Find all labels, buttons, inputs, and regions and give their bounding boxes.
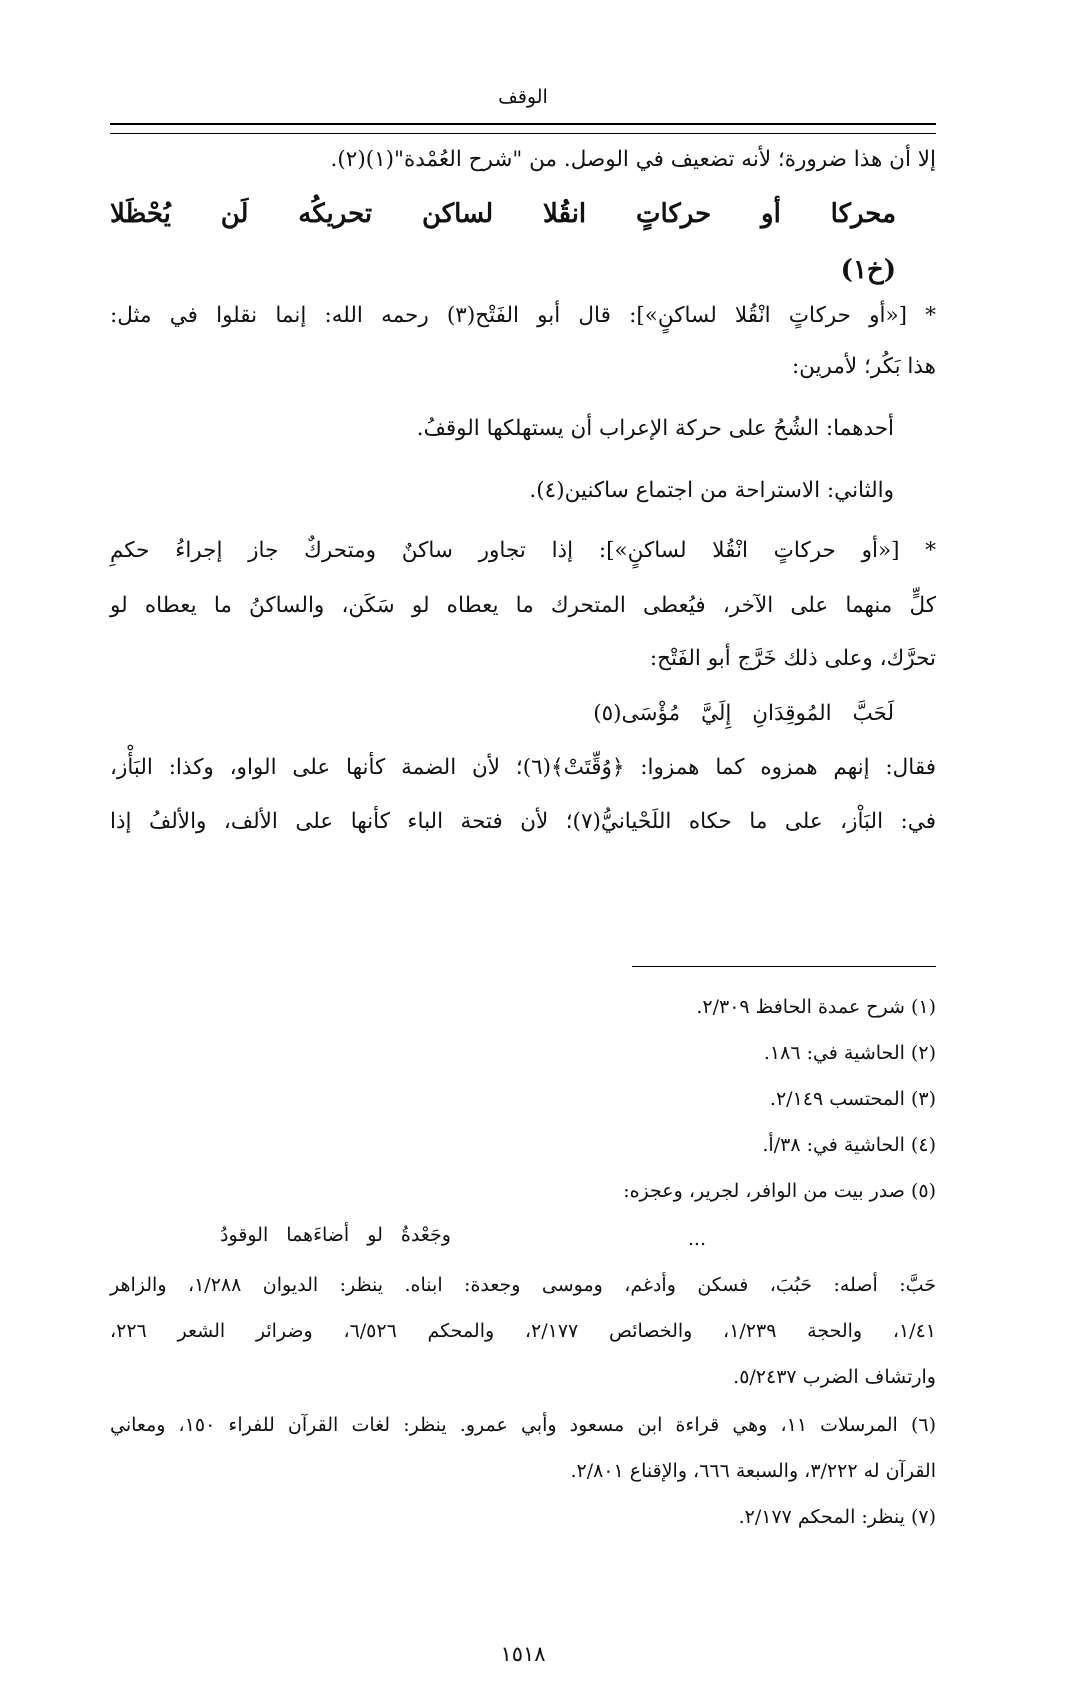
header-rule-thin [110,133,936,134]
footnote: ١/٤١، والحجة ١/٢٣٩، والخصائص ٢/١٧٧، والمحكم ٦/٥٢٦، وضرائر الشعر ٢٢٦، [110,1320,936,1342]
body-line: أحدهما: الشُحُ على حركة الإعراب أن يستهلكها الوقفُ. [416,416,894,441]
poem-line: لَحَبَّ المُوقِدَانِ إِلَيَّ مُؤْسَى(٥) [593,701,894,726]
body-line: في: البَاْز، على ما حكاه اللَحْيانيُّ(٧)؛ لأن فتحة الباء كأنها على الألف، والألفُ إذا [110,809,936,834]
body-line: * [«أو حركاتٍ انْقُلا لساكنٍ»]: إذا تجاور ساكنٌ ومتحركٌ جاز إجراءُ حكمِ [110,538,936,563]
verse-tag: (خ١) [840,255,896,285]
header-rule [110,123,936,125]
verse-line: محركا أو حركاتٍ انقُلا لساكن تحريكُه لَن يُحْظَلا [110,199,896,229]
footnote-rule [632,966,936,967]
footnote: (٤) الحاشية في: ٣٨/أ. [762,1134,936,1156]
footnote: (٣) المحتسب ٢/١٤٩. [769,1088,936,1110]
page [110,0,936,1698]
footnote-verse: وجَعْدةُ لو أضاءَهما الوقودُ [220,1224,451,1246]
body-line: هذا بَكُر؛ لأمرين: [791,354,936,379]
body-line: إلا أن هذا ضرورة؛ لأنه تضعيف في الوصل. من "شرح العُمْدة"(١)(٢). [330,147,936,172]
footnote-verse-dots: ... [687,1228,706,1250]
body-line: والثاني: الاستراحة من اجتماع ساكنين(٤). [529,478,894,503]
body-line: فقال: إنهم همزوه كما همزوا: ﴿وُقِّتَتْ﴾(٦)؛ لأن الضمة كأنها على الواو، وكذا: البَأْز، [110,755,936,780]
footnote: وارتشاف الضرب ٥/٢٤٣٧. [733,1366,936,1388]
footnote: (٦) المرسلات ١١، وهي قراءة ابن مسعود وأبي عمرو. ينظر: لغات القرآن للفراء ١٥٠، ومعاني [110,1414,936,1436]
running-title: الوقف [498,86,548,108]
body-line: كلٍّ منهما على الآخر، فيُعطى المتحرك ما يعطاه لو سَكَن، والساكنُ ما يعطاه لو [110,593,936,618]
page-number: ١٥١٨ [500,1642,546,1666]
footnote: حَبَّ: أصله: حَبُبَ، فسكن وأدغم، وموسى وجعدة: ابناه. ينظر: الديوان ١/٢٨٨، والزاهر [110,1274,936,1296]
footnote: القرآن له ٣/٢٢٢، والسبعة ٦٦٦، والإقناع ٢/٨٠١. [570,1460,936,1482]
footnote: (٥) صدر بيت من الوافر، لجرير، وعجزه: [623,1180,936,1202]
body-line: تحرَّك، وعلى ذلك خَرَّج أبو الفَتْح: [649,646,936,671]
footnote: (١) شرح عمدة الحافظ ٢/٣٠٩. [696,996,936,1018]
footnote: (٧) ينظر: المحكم ٢/١٧٧. [738,1506,936,1528]
body-line: * [«أو حركاتٍ انْقُلا لساكنٍ»]: قال أبو الفَتْح(٣) رحمه الله: إنما نقلوا في مثل: [110,303,936,328]
footnote: (٢) الحاشية في: ١٨٦. [763,1042,936,1064]
